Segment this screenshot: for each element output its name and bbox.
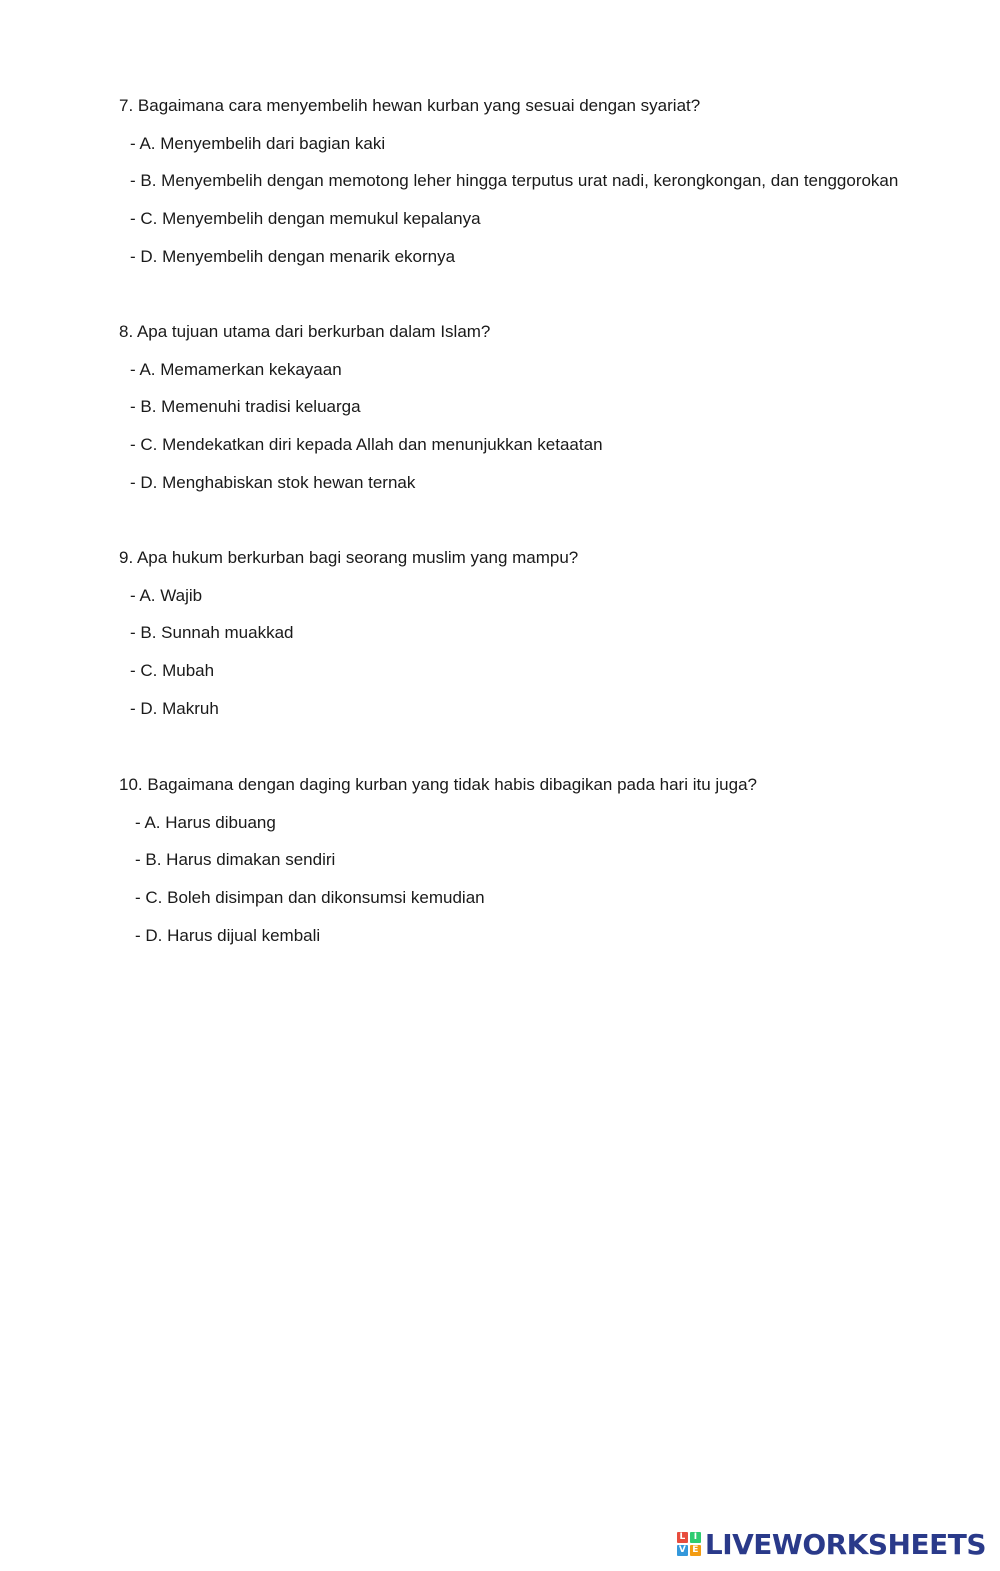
option-b: - B. Menyembelih dengan memotong leher hingga terputus urat nadi, kerongkongan, dan tenggorokan (130, 171, 899, 191)
option-b: - B. Sunnah muakkad (130, 623, 294, 643)
option-c: - C. Menyembelih dengan memukul kepalanya (130, 209, 481, 229)
question-9 (119, 546, 959, 734)
logo-mark-icon: L I V E (677, 1532, 701, 1556)
option-c: - C. Boleh disimpan dan dikonsumsi kemudian (135, 888, 485, 908)
option-d: - D. Makruh (130, 698, 219, 718)
option-a: - A. Wajib (130, 585, 203, 605)
question-text: 8. Apa tujuan utama dari berkurban dalam Islam? (119, 322, 491, 341)
option-c: - C. Mendekatkan diri kepada Allah dan menunjukkan ketaatan (130, 435, 603, 455)
option-b: - B. Memenuhi tradisi keluarga (130, 397, 361, 417)
question-8 (119, 320, 959, 508)
option-a: - A. Menyembelih dari bagian kaki (130, 133, 386, 153)
option-a: - A. Harus dibuang (135, 812, 276, 832)
logo-text: LIVEWORKSHEETS (704, 1527, 986, 1561)
liveworksheets-logo (677, 1529, 986, 1559)
option-d: - D. Menyembelih dengan menarik ekornya (130, 246, 456, 266)
option-b: - B. Harus dimakan sendiri (135, 850, 336, 870)
question-7 (119, 94, 959, 282)
option-d: - D. Menghabiskan stok hewan ternak (130, 472, 416, 492)
question-text: 7. Bagaimana cara menyembelih hewan kurban yang sesuai dengan syariat? (119, 96, 701, 115)
question-text: 9. Apa hukum berkurban bagi seorang muslim yang mampu? (119, 548, 579, 567)
question-10 (119, 773, 959, 961)
option-d: - D. Harus dijual kembali (135, 925, 321, 945)
option-a: - A. Memamerkan kekayaan (130, 359, 342, 379)
question-text: 10. Bagaimana dengan daging kurban yang tidak habis dibagikan pada hari itu juga? (119, 775, 757, 794)
option-c: - C. Mubah (130, 661, 215, 681)
